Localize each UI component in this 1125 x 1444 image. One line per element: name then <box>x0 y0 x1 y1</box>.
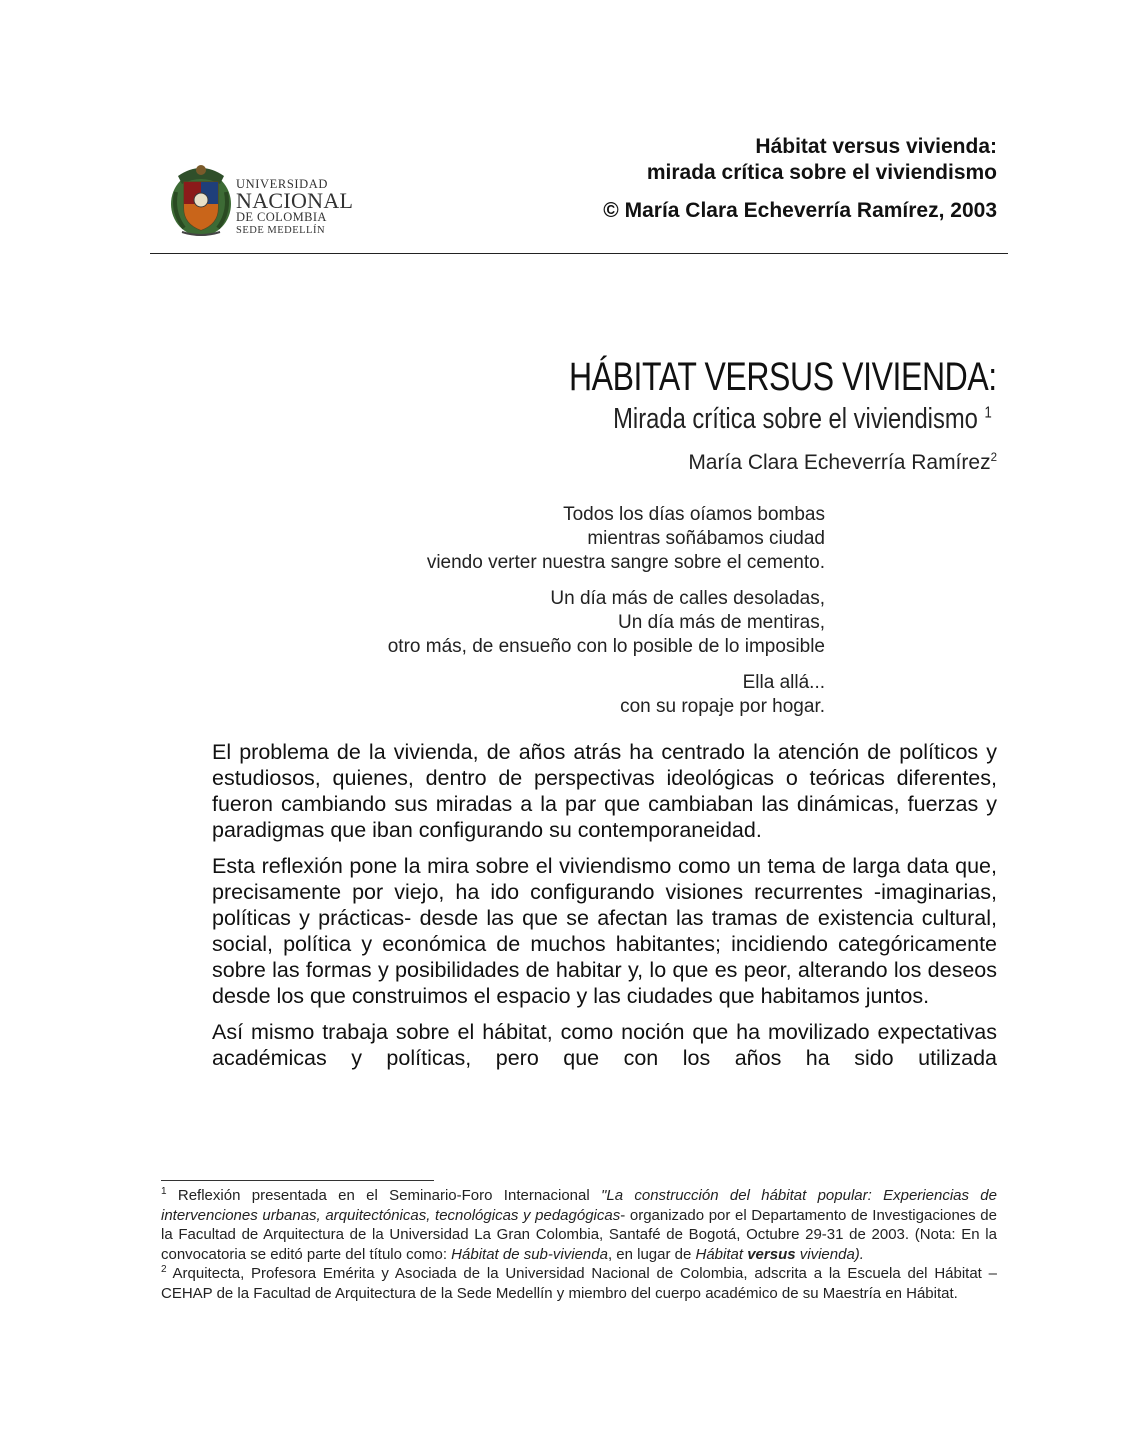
footnote-ref-1: 1 <box>984 404 992 422</box>
footnote-text: "La construcción del hábitat popular: Experiencias de intervenciones urbanas, arquitectónicas, tecnológicas y pedagógicas <box>161 1187 997 1224</box>
header-divider <box>150 253 1008 254</box>
footnote-text: Arquitecta, Profesora Emérita y Asociada de la Universidad Nacional de Colombia, adscrita a la Escuela del Hábitat – CEHAP de la Facultad de Arquitectura de la Sede Medellín y miembro del cuerpo académico de su Maestría en Hábitat. <box>161 1265 997 1302</box>
university-logo <box>170 162 370 244</box>
poem-line: viendo verter nuestra sangre sobre el cemento. <box>426 552 825 573</box>
poem-line: otro más, de ensueño con lo posible de lo imposible <box>387 636 825 657</box>
header-title-line-1: Hábitat versus vivienda: <box>755 135 997 158</box>
logo-line-3: DE COLOMBIA <box>236 210 327 224</box>
poem-line: Todos los días oíamos bombas <box>563 504 825 525</box>
footnote-divider <box>161 1180 434 1181</box>
poem-line: con su ropaje por hogar. <box>620 696 825 717</box>
footnote-text: , en lugar de <box>607 1245 696 1263</box>
logo-line-2: NACIONAL <box>236 188 354 213</box>
poem-stanza <box>388 587 825 659</box>
footnote-text: Hábitat <box>695 1245 748 1263</box>
coat-of-arms-icon <box>170 162 232 238</box>
footnote-number: 1 <box>161 1186 167 1197</box>
subtitle-text: Mirada crítica sobre el viviendismo <box>613 403 979 435</box>
logo-line-1: UNIVERSIDAD <box>236 177 329 191</box>
body-paragraph: Así mismo trabaja sobre el hábitat, como noción que ha movilizado expectativas académicas y políticas, pero que con los años ha sido utilizada <box>212 1020 997 1070</box>
document-subtitle <box>613 403 992 436</box>
footnote-text: versus <box>747 1245 796 1263</box>
footnote-text: - organizado por el Departamento de Investigaciones de la Facultad de Arquitectura de la Universidad La Gran Colombia, Santafé de Bogotá, Octubre 29-31 de 2003. (Nota: En la convocatoria se editó parte del título como: <box>161 1206 997 1263</box>
body-text <box>212 739 997 1081</box>
footnote-1 <box>161 1186 997 1264</box>
document-title: HÁBITAT VERSUS VIVIENDA: <box>569 355 997 399</box>
poem-line: Ella allá... <box>742 672 825 693</box>
footnote-number: 2 <box>161 1264 167 1275</box>
body-paragraph: Esta reflexión pone la mira sobre el viviendismo como un tema de larga data que, precisamente por viejo, ha ido configurando visiones recurrentes -imaginarias, políticas y prácticas- desde las que se afectan las tramas de existencia cultural, social, política y económica de muchos habitantes; incidiendo categóricamente sobre las formas y posibilidades de habitar y, lo que es peor, alterando los deseos desde los que construimos el espacio y las ciudades que habitamos juntos. <box>212 854 997 1008</box>
footnote-text: vivienda). <box>795 1245 864 1263</box>
header-copyright: © María Clara Echeverría Ramírez, 2003 <box>603 199 997 222</box>
poem-stanza <box>388 503 825 575</box>
poem-line: Un día más de mentiras, <box>618 612 825 633</box>
university-name <box>236 178 353 237</box>
body-paragraph: El problema de la vivienda, de años atrás ha centrado la atención de políticos y estudiosos, quienes, dentro de perspectivas ideológicas o teóricas diferentes, fueron cambiando sus miradas a la par que cambiaban las dinámicas, fuerzas y paradigmas que iban configurando su contemporaneidad. <box>212 740 997 842</box>
footnote-text: Reflexión presentada en el Seminario-Foro Internacional <box>166 1187 602 1204</box>
header-title-line-2: mirada crítica sobre el viviendismo <box>646 161 997 184</box>
epigraph-poem <box>388 503 825 731</box>
footnote-text: Hábitat de sub-vivienda <box>451 1245 608 1263</box>
footnote-2 <box>161 1264 997 1303</box>
poem-line: Un día más de calles desoladas, <box>550 588 825 609</box>
footnotes <box>161 1186 997 1303</box>
author-name: María Clara Echeverría Ramírez <box>688 451 991 474</box>
poem-line: mientras soñábamos ciudad <box>587 528 825 549</box>
poem-stanza <box>388 671 825 719</box>
logo-line-4: SEDE MEDELLÍN <box>236 225 326 236</box>
document-author <box>688 451 997 475</box>
footnote-ref-2: 2 <box>990 452 997 464</box>
